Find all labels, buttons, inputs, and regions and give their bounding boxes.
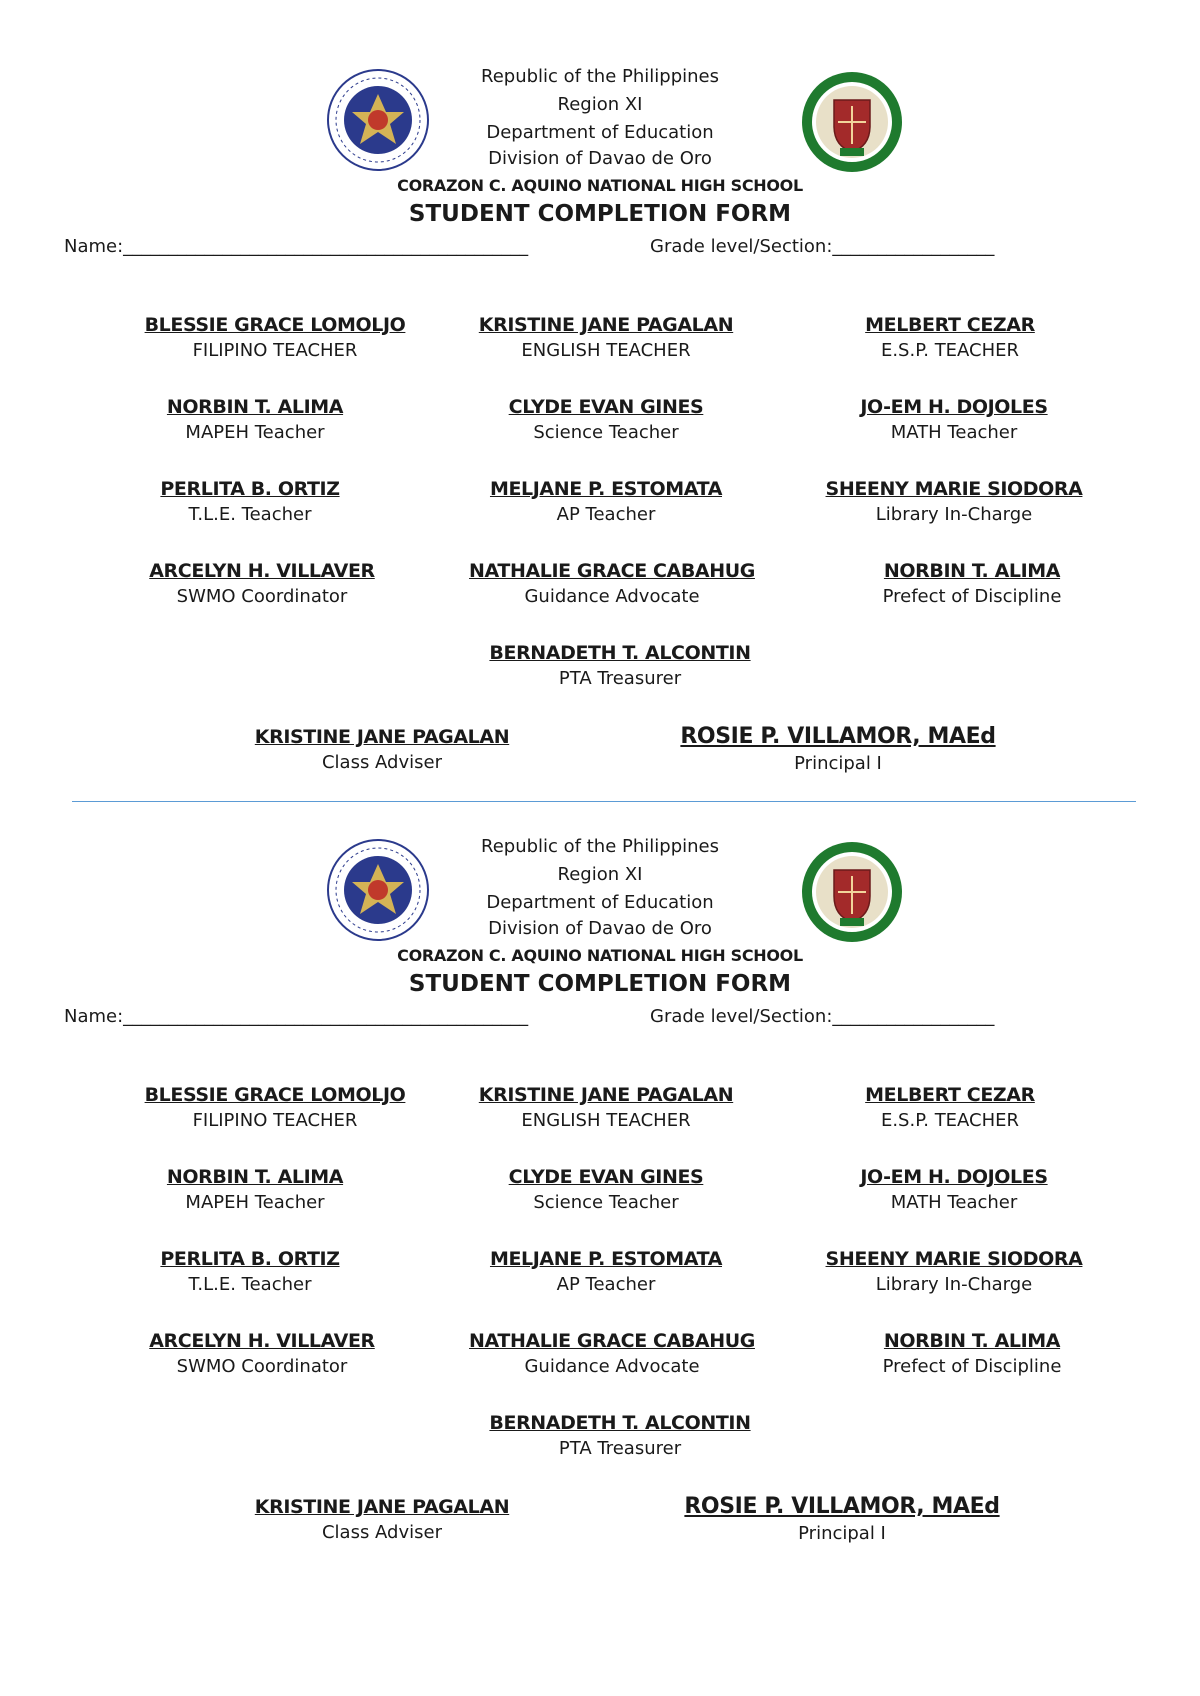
signatory-role: PTA Treasurer <box>558 1438 682 1459</box>
signatory-name: ROSIE P. VILLAMOR, MAEd <box>684 1494 1000 1519</box>
form-title: STUDENT COMPLETION FORM <box>408 971 792 997</box>
signatory-discipline <box>822 560 1122 607</box>
signatory-english <box>456 1084 756 1131</box>
signatory-role: AP Teacher <box>556 1274 656 1295</box>
completion-form-2 <box>0 770 1200 1544</box>
signatory-role: Principal I <box>798 1523 886 1544</box>
signatory-math <box>804 396 1104 443</box>
signatory-esp <box>800 314 1100 361</box>
header-line-region: Region XI <box>557 864 643 885</box>
signatory-role: Prefect of Discipline <box>882 1356 1062 1377</box>
signatory-swmo <box>112 1330 412 1377</box>
header-line-republic: Republic of the Philippines <box>481 836 719 857</box>
signatory-role: SWMO Coordinator <box>176 1356 348 1377</box>
name-field[interactable]: Name:_____________________________________________ <box>64 236 529 257</box>
signatory-guidance <box>452 560 772 607</box>
signatory-name: NORBIN T. ALIMA <box>883 1330 1061 1352</box>
school-name: CORAZON C. AQUINO NATIONAL HIGH SCHOOL <box>397 946 803 965</box>
signatory-role: T.L.E. Teacher <box>188 504 312 525</box>
signatory-name: ARCELYN H. VILLAVER <box>149 1330 375 1352</box>
signatory-guidance <box>452 1330 772 1377</box>
signatory-role: MATH Teacher <box>890 422 1018 443</box>
signatory-role: SWMO Coordinator <box>176 586 348 607</box>
signatory-name: NORBIN T. ALIMA <box>166 396 344 418</box>
signatory-library <box>804 1248 1104 1295</box>
signatory-filipino <box>125 1084 425 1131</box>
signatory-name: NORBIN T. ALIMA <box>883 560 1061 582</box>
signatory-name: MELBERT CEZAR <box>865 1084 1035 1106</box>
signatory-name: NATHALIE GRACE CABAHUG <box>469 560 755 582</box>
signatory-name: PERLITA B. ORTIZ <box>160 478 340 500</box>
signatory-name: PERLITA B. ORTIZ <box>160 1248 340 1270</box>
signatory-science <box>456 1166 756 1213</box>
signatory-ap <box>456 478 756 525</box>
school-name: CORAZON C. AQUINO NATIONAL HIGH SCHOOL <box>397 176 803 195</box>
signatory-role: MATH Teacher <box>890 1192 1018 1213</box>
signatory-role: ENGLISH TEACHER <box>521 1110 691 1131</box>
signatory-ap <box>456 1248 756 1295</box>
header-line-department: Department of Education <box>486 122 714 143</box>
signatory-tle <box>100 1248 400 1295</box>
completion-form-1 <box>0 0 1200 774</box>
signatory-name: BERNADETH T. ALCONTIN <box>489 642 751 664</box>
signatory-role: Guidance Advocate <box>524 586 700 607</box>
signatory-role: Principal I <box>794 753 882 774</box>
signatory-discipline <box>822 1330 1122 1377</box>
signatory-name: KRISTINE JANE PAGALAN <box>254 726 510 748</box>
signatory-role: Guidance Advocate <box>524 1356 700 1377</box>
grade-section-field[interactable]: Grade level/Section:__________________ <box>650 236 995 257</box>
signatory-role: MAPEH Teacher <box>185 1192 325 1213</box>
signatory-filipino <box>125 314 425 361</box>
signatory-role: MAPEH Teacher <box>185 422 325 443</box>
signatory-swmo <box>112 560 412 607</box>
signatory-name: BERNADETH T. ALCONTIN <box>489 1412 751 1434</box>
signatory-role: Science Teacher <box>533 1192 679 1213</box>
signatory-role: T.L.E. Teacher <box>188 1274 312 1295</box>
signatory-mapeh <box>105 396 405 443</box>
signatory-name: JO-EM H. DOJOLES <box>860 1166 1048 1188</box>
signatory-math <box>804 1166 1104 1213</box>
signatory-name: MELJANE P. ESTOMATA <box>489 478 723 500</box>
signatory-name: NATHALIE GRACE CABAHUG <box>469 1330 755 1352</box>
signatory-name: ROSIE P. VILLAMOR, MAEd <box>680 724 996 749</box>
signatory-english <box>456 314 756 361</box>
signatory-role: ENGLISH TEACHER <box>521 340 691 361</box>
signatory-role: FILIPINO TEACHER <box>192 1110 358 1131</box>
signatory-role: FILIPINO TEACHER <box>192 340 358 361</box>
signatory-adviser <box>232 1496 532 1543</box>
signatory-mapeh <box>105 1166 405 1213</box>
signatory-library <box>804 478 1104 525</box>
signatory-role: Library In-Charge <box>875 504 1033 525</box>
signatory-role: E.S.P. TEACHER <box>880 340 1020 361</box>
signatory-pta <box>470 642 770 689</box>
signatory-name: CLYDE EVAN GINES <box>508 396 704 418</box>
signatory-role: AP Teacher <box>556 504 656 525</box>
signatory-name: SHEENY MARIE SIODORA <box>825 478 1083 500</box>
name-field[interactable]: Name:_____________________________________________ <box>64 1006 529 1027</box>
signatory-adviser <box>232 726 532 773</box>
signatory-principal <box>682 1494 1002 1544</box>
signatory-pta <box>470 1412 770 1459</box>
signatory-name: SHEENY MARIE SIODORA <box>825 1248 1083 1270</box>
signatory-role: E.S.P. TEACHER <box>880 1110 1020 1131</box>
signatory-name: BLESSIE GRACE LOMOLJO <box>144 314 406 336</box>
signatory-name: ARCELYN H. VILLAVER <box>149 560 375 582</box>
signatory-role: PTA Treasurer <box>558 668 682 689</box>
header-line-division: Division of Davao de Oro <box>488 918 712 939</box>
signatory-esp <box>800 1084 1100 1131</box>
signatory-tle <box>100 478 400 525</box>
signatory-name: BLESSIE GRACE LOMOLJO <box>144 1084 406 1106</box>
grade-section-field[interactable]: Grade level/Section:__________________ <box>650 1006 995 1027</box>
signatory-role: Prefect of Discipline <box>882 586 1062 607</box>
header-line-department: Department of Education <box>486 892 714 913</box>
signatory-role: Library In-Charge <box>875 1274 1033 1295</box>
signatory-name: CLYDE EVAN GINES <box>508 1166 704 1188</box>
signatory-role: Class Adviser <box>321 752 442 773</box>
signatory-principal <box>678 724 998 774</box>
header-line-region: Region XI <box>557 94 643 115</box>
signatory-name: NORBIN T. ALIMA <box>166 1166 344 1188</box>
signatory-role: Class Adviser <box>321 1522 442 1543</box>
signatory-name: KRISTINE JANE PAGALAN <box>254 1496 510 1518</box>
signatory-name: MELBERT CEZAR <box>865 314 1035 336</box>
signatory-science <box>456 396 756 443</box>
signatory-name: KRISTINE JANE PAGALAN <box>478 1084 734 1106</box>
header-line-republic: Republic of the Philippines <box>481 66 719 87</box>
header-line-division: Division of Davao de Oro <box>488 148 712 169</box>
signatory-name: KRISTINE JANE PAGALAN <box>478 314 734 336</box>
signatory-name: JO-EM H. DOJOLES <box>860 396 1048 418</box>
signatory-name: MELJANE P. ESTOMATA <box>489 1248 723 1270</box>
signatory-role: Science Teacher <box>533 422 679 443</box>
form-title: STUDENT COMPLETION FORM <box>408 201 792 227</box>
